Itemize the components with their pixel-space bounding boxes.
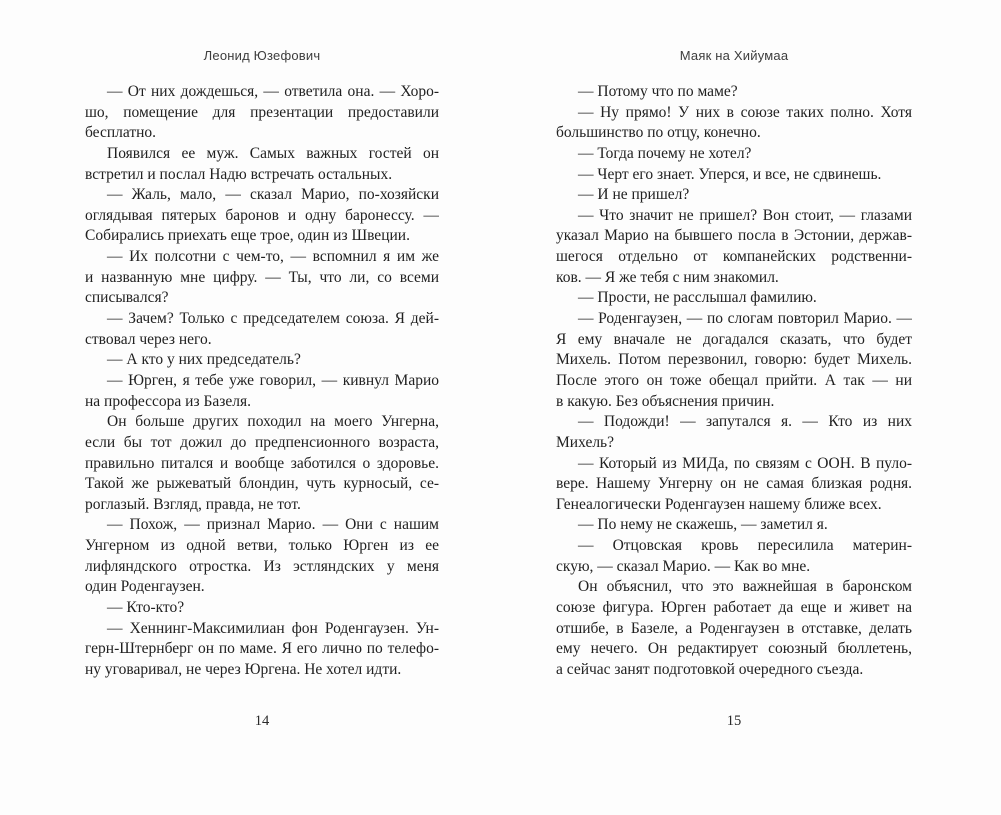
text-line: — И не пришел? xyxy=(578,186,690,204)
page-right xyxy=(556,0,912,815)
text-line: — Отцовская кровь пересилила материн- xyxy=(578,537,912,555)
text-line: — От них дождешься, — ответила она. — Хоро- xyxy=(107,83,439,100)
text-line: а сейчас занят подготовкой очередного съезда. xyxy=(556,660,864,678)
text-line: шегося отдельно от компанейских родственни- xyxy=(556,248,912,266)
text-line: Генеалогически Роденгаузен нашему ближе всех. xyxy=(556,495,882,513)
text-line: Собирались приехать еще трое, один из Швеции. xyxy=(85,227,410,245)
text-line: — Роденгаузен, — по слогам повторил Марио. — xyxy=(578,310,912,328)
text-line: — Тогда почему не хотел? xyxy=(578,144,752,162)
text-line: герн-Штернберг он по маме. Я его лично по телефо- xyxy=(85,640,439,658)
text-line: списывался? xyxy=(85,289,169,307)
text-line: и названную мне цифру. — Ты, что ли, со всеми xyxy=(85,268,439,286)
text-line: ему нечего. Он редактирует союзный бюллетень, xyxy=(556,640,912,658)
text-line: в какую. Без объяснения причин. xyxy=(556,392,775,410)
text-line: — Черт его знает. Уперся, и все, не сдвинешь. xyxy=(578,165,882,183)
text-line: если бы тот дожил до предпенсионного возраста, xyxy=(85,433,439,451)
text-line: — Прости, не расслышал фамилию. xyxy=(578,289,817,307)
text-line: — А кто у них председатель? xyxy=(107,351,301,369)
text-line: — Подожди! — запутался я. — Кто из них xyxy=(578,413,912,431)
text-line: оглядывая пятерых баронов и одну баронессу. — xyxy=(85,206,439,224)
page-number-left: 14 xyxy=(254,713,270,729)
text-line: Я ему вначале не догадался сказать, что будет xyxy=(556,330,912,348)
text-line: — Их полсотни с чем-то, — вспомнил я им же xyxy=(107,248,439,266)
text-line: Михель? xyxy=(556,433,615,451)
text-line: После этого он тоже обещал прийти. А так — ни xyxy=(556,371,912,389)
text-line: — Похож, — признал Марио. — Они с нашим xyxy=(107,516,439,534)
text-line: Такой же рыжеватый блондин, чуть курносый, се- xyxy=(85,475,439,493)
text-line: — Который из МИДа, по связям с ООН. В пуло- xyxy=(578,454,912,472)
text-line: союзе фигура. Юрген работает да еще и живет на xyxy=(556,599,912,617)
text-block-right xyxy=(556,82,912,681)
text-line: Михель. Потом перезвонил, говорю: будет Михель. xyxy=(556,351,912,369)
text-line: вере. Нашему Унгерну он не самая близкая родня. xyxy=(556,475,912,493)
text-line: лифляндского отростка. Из эстляндских у меня xyxy=(85,557,439,575)
text-block-left xyxy=(85,82,439,681)
text-line: — Зачем? Только с председателем союза. Я дей- xyxy=(107,310,439,328)
text-line: Он объяснил, что это важнейшая в баронском xyxy=(578,578,912,596)
text-line: шо, помещение для презентации предоставили xyxy=(85,103,439,121)
text-line: правильно питался и вообще заботился о здоровье. xyxy=(85,454,439,472)
text-line: отшибе, в Базеле, а Роденгаузен в отставке, делать xyxy=(556,619,912,637)
text-line: Он больше других походил на моего Унгерна, xyxy=(107,413,439,431)
text-line: Появился ее муж. Самых важных гостей он xyxy=(107,144,439,162)
running-header-title: Маяк на Хийумаа xyxy=(679,48,789,63)
text-line: ствовал через него. xyxy=(85,330,212,348)
page-left xyxy=(85,0,439,815)
text-line: — Потому что по маме? xyxy=(578,83,738,100)
text-line: большинство по отцу, конечно. xyxy=(556,124,761,142)
text-line: ну уговаривал, не через Юргена. Не хотел идти. xyxy=(85,660,402,678)
text-line: — Что значит не пришел? Вон стоит, — глазами xyxy=(578,206,912,224)
text-line: — Юрген, я тебе уже говорил, — кивнул Марио xyxy=(107,371,439,389)
text-line: ков. — Я же тебя с ним знакомил. xyxy=(556,268,779,286)
text-line: один Роденгаузен. xyxy=(85,578,205,596)
text-line: указал Марио на бывшего посла в Эстонии, держав- xyxy=(556,227,912,245)
text-line: — Кто-кто? xyxy=(107,599,185,617)
text-line: — Ну прямо! У них в союзе таких полно. Хотя xyxy=(578,103,912,121)
running-header-author: Леонид Юзефович xyxy=(203,48,321,63)
text-line: встретил и послал Надю встречать остальных. xyxy=(85,165,393,183)
text-line: бесплатно. xyxy=(85,124,157,142)
text-line: роглазый. Взгляд, правда, не тот. xyxy=(85,495,301,513)
text-line: на профессора из Базеля. xyxy=(85,392,251,410)
text-line: — Жаль, мало, — сказал Марио, по-хозяйски xyxy=(107,186,439,204)
text-line: — Хеннинг-Максимилиан фон Роденгаузен. Ун- xyxy=(107,619,439,637)
text-line: — По нему не скажешь, — заметил я. xyxy=(578,516,828,534)
page-number-right: 15 xyxy=(726,713,742,729)
text-line: Унгерном из одной ветви, только Юрген из ее xyxy=(85,537,439,555)
text-line: скую, — сказал Марио. — Как во мне. xyxy=(556,557,811,575)
